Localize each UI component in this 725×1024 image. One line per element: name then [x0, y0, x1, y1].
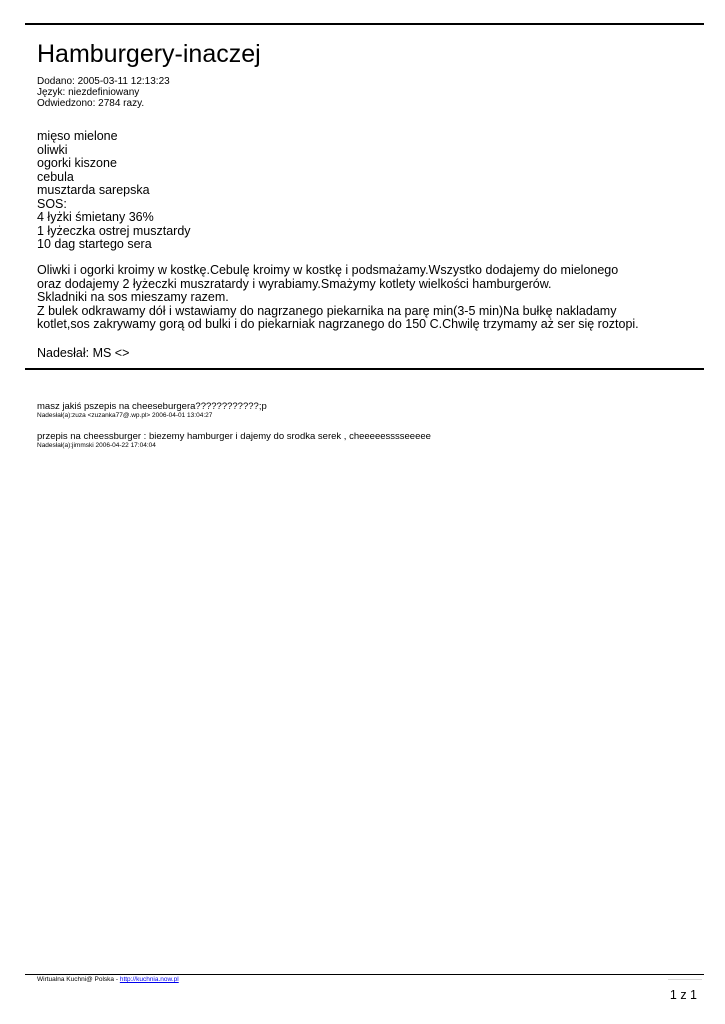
comment-meta: Nadesłał(a):jimmski 2006-04-22 17:04:04	[37, 442, 156, 449]
instructions	[37, 264, 639, 332]
instruction-line: Skladniki na sos mieszamy razem.	[37, 290, 229, 304]
ingredient-item: cebula	[37, 169, 74, 184]
comment-text: masz jakiś pszepis na cheeseburgera????????????;p	[37, 401, 267, 412]
footer-site-link[interactable]: http://kuchnia.now.pl	[119, 976, 179, 983]
comment	[37, 402, 267, 419]
comments-divider	[25, 368, 704, 370]
instruction-line: Oliwki i ogorki kroimy w kostkę.Cebulę kroimy w kostkę i podsmażamy.Wszystko dodajemy do mielonego	[37, 263, 619, 277]
ingredient-item: musztarda sarepska	[37, 183, 150, 197]
ingredient-item: 4 łyżki śmietany 36%	[37, 210, 154, 224]
comment-text: przepis na cheessburger : biezemy hamburger i dajemy do srodka serek , cheeeeesssseeeee	[37, 431, 431, 442]
footer-credit	[37, 976, 179, 983]
recipe-meta	[37, 76, 170, 109]
footer-divider	[25, 974, 704, 975]
ingredients-list	[37, 130, 191, 252]
instruction-line: kotlet,sos zakrywamy gorą od bulki i do piekarniak nagrzanego do 150 C.Chwilę trzymamy aż ser się roztopi.	[37, 317, 639, 331]
comment-meta: Nadesłał(a):zuza <zuzanka77@.wp.pl> 2006-04-01 13:04:27	[37, 412, 213, 419]
comment	[37, 432, 431, 449]
recipe-sender: Nadesłał: MS <>	[37, 346, 130, 360]
page-number: 1 z 1	[669, 988, 697, 1002]
top-divider	[25, 23, 704, 25]
instruction-line: Z bulek odkrawamy dół i wstawiamy do nagrzanego piekarnika na parę min(3-5 min)Na bułkę nakladamy	[37, 303, 617, 318]
page-title: Hamburgery-inaczej	[37, 40, 261, 68]
ingredient-item: SOS:	[37, 196, 67, 211]
footer-site-name: Wirtualna Kuchni@ Polska -	[37, 976, 120, 983]
ingredient-item: 1 łyżeczka ostrej musztardy	[37, 223, 191, 238]
ingredient-item: mięso mielone	[37, 129, 118, 143]
footer-mark	[668, 979, 702, 980]
visit-count: Odwiedzono: 2784 razy.	[37, 98, 145, 109]
added-date: Dodano: 2005-03-11 12:13:23	[37, 76, 170, 87]
instruction-line: oraz dodajemy 2 łyżeczki muszratardy i wyrabiamy.Smażymy kotlety wielkości hamburgerów.	[37, 276, 552, 291]
language: Język: niezdefiniowany	[37, 87, 140, 98]
ingredient-item: ogorki kiszone	[37, 156, 117, 170]
ingredient-item: oliwki	[37, 142, 68, 157]
ingredient-item: 10 dag startego sera	[37, 237, 152, 251]
